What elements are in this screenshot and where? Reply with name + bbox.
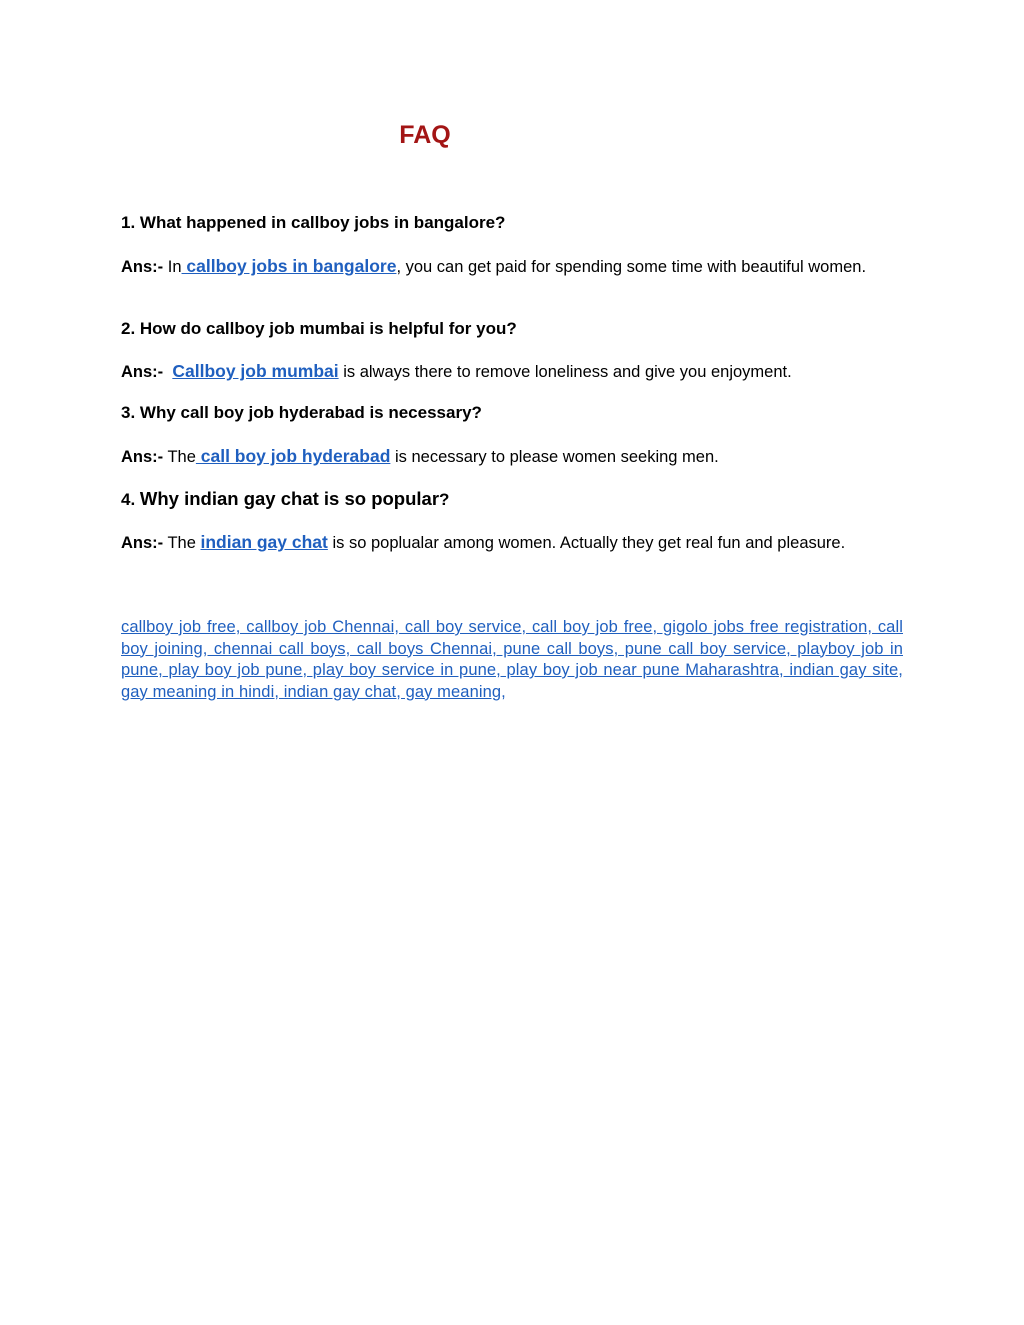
answer-prefix: The [163,534,201,552]
page-title: FAQ [399,121,451,149]
faq-question-4 [121,488,903,511]
faq-answer-1 [121,255,903,278]
answer-label: Ans:- [121,363,164,381]
answer-label: Ans:- [121,448,164,466]
answer-suffix: is always there to remove loneliness and give you enjoyment. [338,363,792,381]
question-number: 4. [121,490,140,509]
keyword-links[interactable]: callboy job free, callboy job Chennai, call boy service, call boy job free, gigolo jobs free registration, call boy joining, chennai call boys, call boys Chennai, pune call boys, pune call boy service, playboy job in pune, play boy job pune, play boy service in pune, play boy job near pune Maharashtra, indian gay site, gay meaning in hindi, indian gay chat, gay meaning, [121,618,903,701]
answer-suffix: , you can get paid for spending some time with beautiful women. [396,258,867,276]
keyword-links-paragraph [121,617,903,703]
answer-suffix: is so poplualar among women. Actually they get real fun and pleasure. [327,534,846,552]
faq-question-3: 3. Why call boy job hyderabad is necessary? [121,403,482,422]
link-callboy-job-mumbai[interactable]: Callboy job mumbai [172,361,339,381]
answer-suffix: is necessary to please women seeking men. [390,448,719,466]
link-callboy-jobs-bangalore[interactable]: callboy jobs in bangalore [181,256,397,276]
faq-answer-3 [121,445,903,468]
faq-answer-2 [121,360,903,383]
faq-answer-4 [121,531,903,554]
answer-label: Ans:- [121,258,164,276]
question-text: Why indian gay chat is so popular [139,488,440,509]
answer-prefix: In [163,258,182,276]
answer-prefix [163,363,172,381]
link-call-boy-job-hyderabad[interactable]: call boy job hyderabad [195,446,391,466]
faq-question-2: 2. How do callboy job mumbai is helpful for you? [121,319,517,338]
link-indian-gay-chat[interactable]: indian gay chat [200,532,328,552]
question-mark: ? [439,490,450,509]
answer-prefix: The [163,448,196,466]
faq-question-1: 1. What happened in callboy jobs in bangalore? [121,213,506,232]
answer-label: Ans:- [121,534,164,552]
